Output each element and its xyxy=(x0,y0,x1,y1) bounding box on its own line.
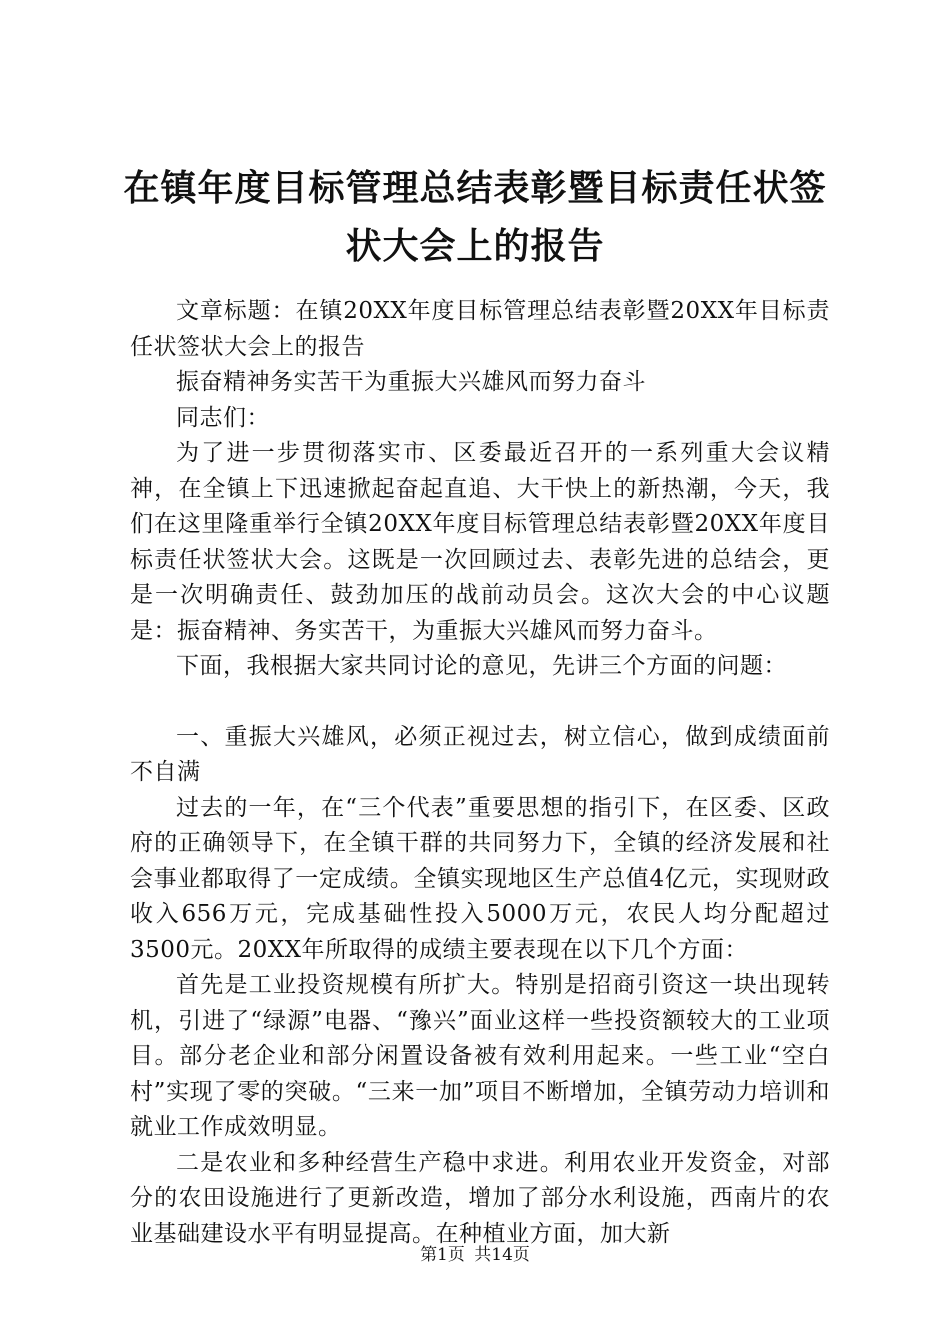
page-number-footer: 第1页 共14页 xyxy=(420,1245,530,1265)
body-paragraph: 下面，我根据大家共同讨论的意见，先讲三个方面的问题： xyxy=(176,653,787,679)
salutation-paragraph: 同志们： xyxy=(176,404,270,431)
body-paragraph: 首先是工业投资规模有所扩大。特别是招商引资这一块出现转机，引进了“绿源”电器、“豫兴”面业这样一些投资额较大的工业项目。部分老企业和部分闲置设备被有效利用起来。一些工业“空白村”实现了零的突破。“三来一加”项目不断增加，全镇劳动力培训和就业工作成效明显。 xyxy=(130,972,830,1140)
section-heading: 一、重振大兴雄风，必须正视过去，树立信心，做到成绩面前不自满 xyxy=(130,723,830,785)
article-title-paragraph: 文章标题：在镇20XX年度目标管理总结表彰暨20XX年目标责任状签状大会上的报告 xyxy=(130,298,830,360)
body-paragraph: 过去的一年，在“三个代表”重要思想的指引下，在区委、区政府的正确领导下，在全镇干群的共同努力下，全镇的经济发展和社会事业都取得了一定成绩。全镇实现地区生产总值4亿元，实现财政收入656万元，完成基础性投入5000万元，农民人均分配超过3500元。20XX年所取得的成绩主要表现在以下几个方面： xyxy=(130,794,830,963)
subtitle-paragraph: 振奋精神务实苦干为重振大兴雄风而努力奋斗 xyxy=(176,369,646,395)
body-paragraph: 为了进一步贯彻落实市、区委最近召开的一系列重大会议精神，在全镇上下迅速掀起奋起直追、大干快上的新热潮，今天，我们在这里隆重举行全镇20XX年度目标管理总结表彰暨20XX年度目标责任状签状大会。这既是一次回顾过去、表彰先进的总结会，更是一次明确责任、鼓劲加压的战前动员会。这次大会的中心议题是：振奋精神、务实苦干，为重振大兴雄风而努力奋斗。 xyxy=(130,440,830,644)
document-body xyxy=(130,294,830,1252)
document-title: 在镇年度目标管理总结表彰暨目标责任状签状大会上的报告 xyxy=(123,168,827,267)
body-paragraph: 二是农业和多种经营生产稳中求进。利用农业开发资金，对部分的农田设施进行了更新改造，增加了部分水利设施，西南片的农业基础建设水平有明显提高。在种植业方面，加大新 xyxy=(130,1149,830,1247)
